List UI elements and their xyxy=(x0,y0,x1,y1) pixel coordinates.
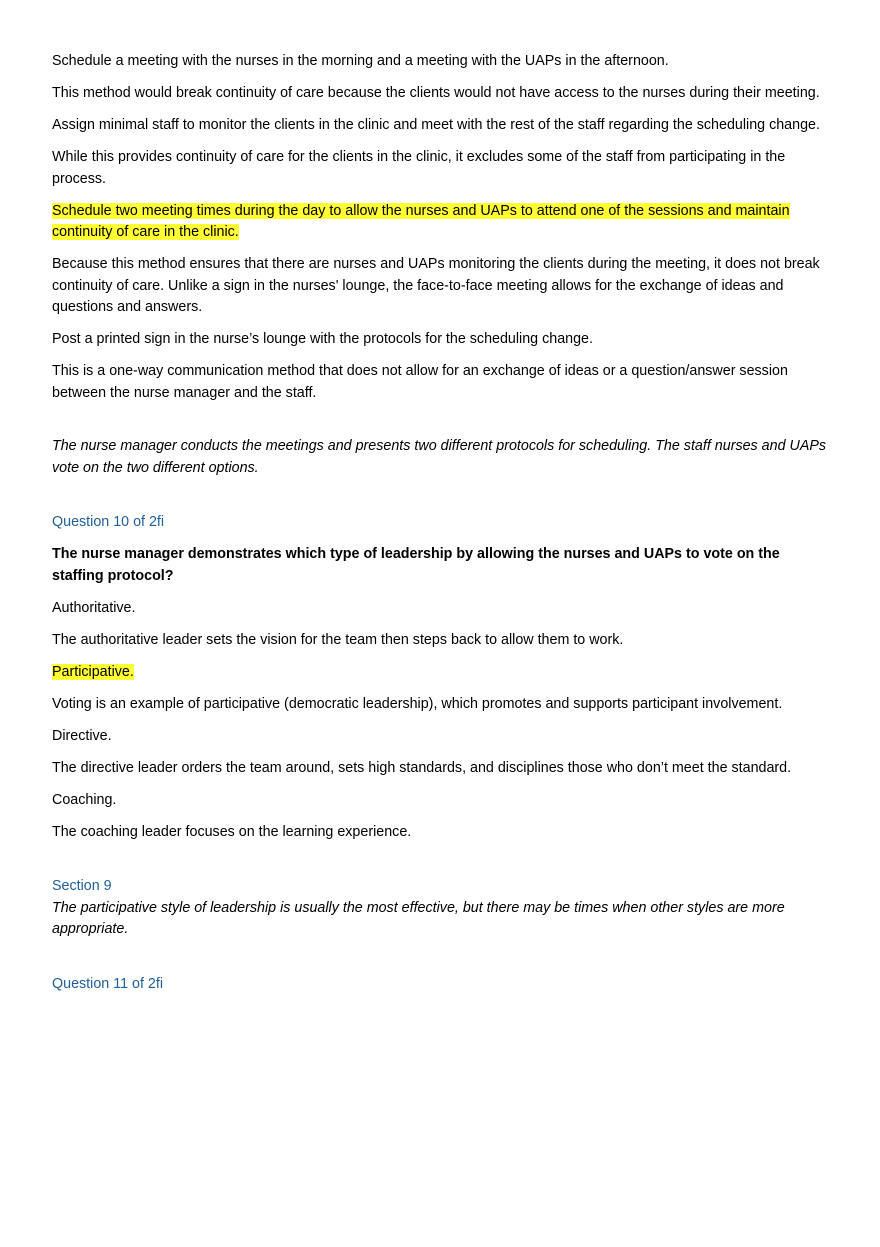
document-page xyxy=(52,51,832,1006)
highlighted-answer: Schedule two meeting times during the day to allow the nurses and UAPs to attend one of the sessions and maintain continuity of care in the clinic. xyxy=(52,202,790,240)
section-9-note: The participative style of leadership is usually the most effective, but there may be times when other styles are more appropriate. xyxy=(52,899,785,937)
answer-rationale-participative: Voting is an example of participative (democratic leadership), which promotes and supports participant involvement. xyxy=(52,695,783,712)
answer-option-coaching: Coaching. xyxy=(52,791,117,808)
scenario-text: The nurse manager conducts the meetings and presents two different protocols for scheduling. The staff nurses and UAPs vote on the two different options. xyxy=(52,438,827,476)
question-10-prompt: The nurse manager demonstrates which type of leadership by allowing the nurses and UAPs to vote on the stafﬁng protocol? xyxy=(52,546,780,584)
rationale-printed-sign: This is a one-way communication method that does not allow for an exchange of ideas or a question/answer session between the nurse manager and the staff. xyxy=(52,363,788,401)
answer-rationale-directive: The directive leader orders the team around, sets high standards, and disciplines those who don’t meet the standard. xyxy=(52,759,792,776)
option-printed-sign: Post a printed sign in the nurse’s lounge with the protocols for the scheduling change. xyxy=(52,331,593,347)
section-9-heading: Section 9 xyxy=(52,878,112,894)
question-10-heading: Question 10 of 2fi xyxy=(52,514,165,530)
answer-option-authoritative: Authoritative. xyxy=(52,599,136,616)
answer-option-directive: Directive. xyxy=(52,727,112,744)
rationale-minimal-staff: While this provides continuity of care for the clients in the clinic, it excludes some of the staff from participating in the process. xyxy=(52,149,786,187)
option-minimal-staff: Assign minimal staff to monitor the clients in the clinic and meet with the rest of the staff regarding the scheduling change. xyxy=(52,117,820,133)
question-11-heading: Question 11 of 2fi xyxy=(52,975,164,992)
rationale-separate-meetings: This method would break continuity of care because the clients would not have access to the nurses during their meeting. xyxy=(52,85,820,101)
option-two-meetings-correct xyxy=(52,201,832,244)
rationale-two-meetings: Because this method ensures that there are nurses and UAPs monitoring the clients during the meeting, it does not break continuity of care. Unlike a sign in the nurses' lounge, the face-to-face meeting allows for the exchange of ideas and questions and answers. xyxy=(52,256,820,315)
answer-rationale-authoritative: The authoritative leader sets the vision for the team then steps back to allow them to work. xyxy=(52,631,624,648)
highlighted-answer: Participative. xyxy=(52,663,134,680)
option-separate-meetings: Schedule a meeting with the nurses in the morning and a meeting with the UAPs in the afternoon. xyxy=(52,53,669,69)
answer-rationale-coaching: The coaching leader focuses on the learning experience. xyxy=(52,823,412,840)
answer-option-participative-correct xyxy=(52,662,832,684)
